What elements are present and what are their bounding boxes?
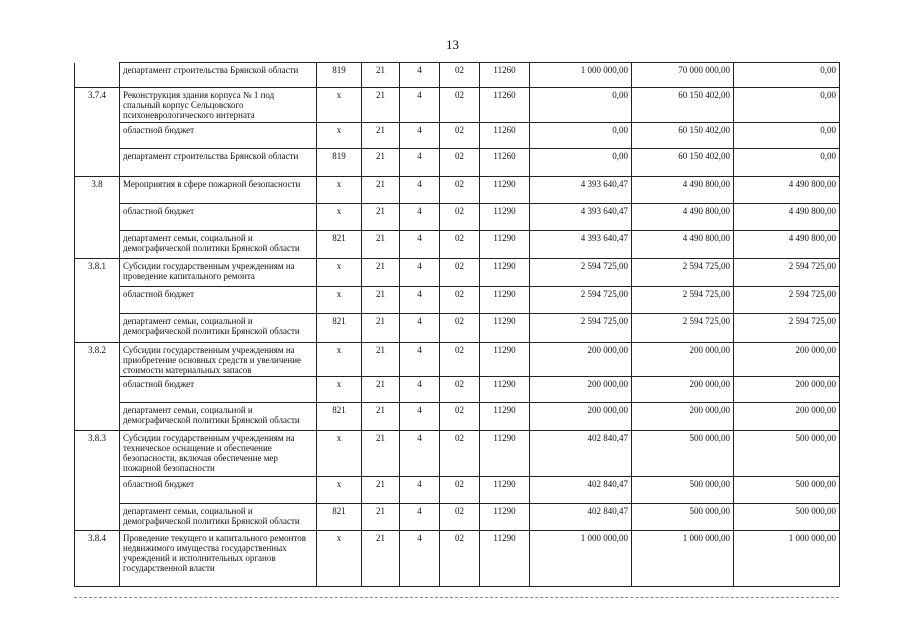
row-event-code: 02: [440, 377, 480, 403]
row-value-2: 500 000,00: [632, 504, 734, 531]
row-value-1: 402 840,47: [530, 477, 632, 504]
row-value-1: 1 000 000,00: [530, 63, 632, 88]
row-admin-code: 821: [317, 504, 362, 531]
row-program-code: 21: [362, 259, 400, 287]
row-value-3: 0,00: [734, 149, 840, 177]
row-code: [75, 63, 120, 88]
row-event-code: 02: [440, 477, 480, 504]
row-code: [75, 231, 120, 259]
row-name: областной бюджет: [120, 204, 317, 231]
row-direction-code: 11260: [480, 88, 530, 123]
row-name: департамент семьи, социальной и демографической политики Брянской области: [120, 504, 317, 531]
row-name: Реконструкция здания корпуса № 1 под спальный корпус Сельцовского психоневрологического интерната: [120, 88, 317, 123]
row-admin-code: х: [317, 477, 362, 504]
row-program-code: 21: [362, 477, 400, 504]
row-admin-code: х: [317, 204, 362, 231]
row-name: департамент семьи, социальной и демографической политики Брянской области: [120, 231, 317, 259]
row-direction-code: 11290: [480, 477, 530, 504]
row-subprogram-code: 4: [400, 477, 440, 504]
row-value-1: 2 594 725,00: [530, 314, 632, 343]
table-row: [75, 377, 840, 403]
table-row: [75, 531, 840, 587]
row-direction-code: 11290: [480, 287, 530, 314]
row-value-1: 4 393 640,47: [530, 177, 632, 204]
row-event-code: 02: [440, 149, 480, 177]
row-name: Субсидии государственным учреждениям на техническое оснащение и обеспечение безопасности, включая обеспечение мер пожарной безопасности: [120, 431, 317, 477]
row-name: департамент строительства Брянской области: [120, 149, 317, 177]
table-row: [75, 431, 840, 477]
table-row: [75, 88, 840, 123]
row-code: 3.8.2: [75, 343, 120, 377]
table-row: [75, 123, 840, 149]
page-number: 13: [446, 37, 459, 52]
row-subprogram-code: 4: [400, 287, 440, 314]
row-admin-code: х: [317, 377, 362, 403]
row-value-3: 200 000,00: [734, 403, 840, 431]
row-program-code: 21: [362, 504, 400, 531]
row-subprogram-code: 4: [400, 88, 440, 123]
row-value-2: 200 000,00: [632, 403, 734, 431]
row-value-2: 4 490 800,00: [632, 204, 734, 231]
row-direction-code: 11260: [480, 149, 530, 177]
row-subprogram-code: 4: [400, 259, 440, 287]
row-value-3: 200 000,00: [734, 343, 840, 377]
row-program-code: 21: [362, 88, 400, 123]
table-row: [75, 403, 840, 431]
budget-table: [74, 62, 840, 587]
row-value-1: 200 000,00: [530, 403, 632, 431]
row-value-1: 200 000,00: [530, 377, 632, 403]
row-program-code: 21: [362, 343, 400, 377]
row-value-1: 0,00: [530, 88, 632, 123]
row-value-2: 500 000,00: [632, 477, 734, 504]
row-value-1: 4 393 640,47: [530, 231, 632, 259]
row-subprogram-code: 4: [400, 231, 440, 259]
table-row: [75, 177, 840, 204]
row-value-3: 2 594 725,00: [734, 259, 840, 287]
row-value-3: 0,00: [734, 123, 840, 149]
row-program-code: 21: [362, 403, 400, 431]
row-direction-code: 11260: [480, 63, 530, 88]
row-program-code: 21: [362, 314, 400, 343]
row-admin-code: х: [317, 287, 362, 314]
row-value-3: 0,00: [734, 63, 840, 88]
row-code: 3.8.1: [75, 259, 120, 287]
row-code: [75, 504, 120, 531]
row-value-1: 200 000,00: [530, 343, 632, 377]
row-direction-code: 11290: [480, 177, 530, 204]
row-subprogram-code: 4: [400, 177, 440, 204]
row-name: департамент строительства Брянской области: [120, 63, 317, 88]
row-subprogram-code: 4: [400, 204, 440, 231]
row-value-3: 500 000,00: [734, 431, 840, 477]
row-value-3: 4 490 800,00: [734, 177, 840, 204]
row-subprogram-code: 4: [400, 403, 440, 431]
row-event-code: 02: [440, 88, 480, 123]
row-admin-code: х: [317, 531, 362, 587]
row-event-code: 02: [440, 204, 480, 231]
row-event-code: 02: [440, 177, 480, 204]
row-subprogram-code: 4: [400, 63, 440, 88]
table-row: [75, 314, 840, 343]
row-name: областной бюджет: [120, 377, 317, 403]
row-code: [75, 204, 120, 231]
table-row: [75, 343, 840, 377]
row-program-code: 21: [362, 149, 400, 177]
row-value-3: 1 000 000,00: [734, 531, 840, 587]
row-value-3: 4 490 800,00: [734, 204, 840, 231]
row-subprogram-code: 4: [400, 377, 440, 403]
row-direction-code: 11290: [480, 314, 530, 343]
row-direction-code: 11290: [480, 431, 530, 477]
row-value-3: 500 000,00: [734, 504, 840, 531]
row-admin-code: 821: [317, 231, 362, 259]
row-subprogram-code: 4: [400, 431, 440, 477]
row-name: департамент семьи, социальной и демографической политики Брянской области: [120, 314, 317, 343]
row-direction-code: 11290: [480, 531, 530, 587]
table-row: [75, 477, 840, 504]
row-program-code: 21: [362, 63, 400, 88]
row-event-code: 02: [440, 63, 480, 88]
row-name: департамент семьи, социальной и демографической политики Брянской области: [120, 403, 317, 431]
row-direction-code: 11290: [480, 403, 530, 431]
row-direction-code: 11290: [480, 343, 530, 377]
row-value-2: 60 150 402,00: [632, 88, 734, 123]
row-value-2: 1 000 000,00: [632, 531, 734, 587]
row-event-code: 02: [440, 343, 480, 377]
row-subprogram-code: 4: [400, 149, 440, 177]
row-admin-code: х: [317, 177, 362, 204]
row-event-code: 02: [440, 431, 480, 477]
row-value-1: 402 840,47: [530, 504, 632, 531]
row-direction-code: 11260: [480, 123, 530, 149]
row-program-code: 21: [362, 431, 400, 477]
row-event-code: 02: [440, 231, 480, 259]
row-value-3: 200 000,00: [734, 377, 840, 403]
row-direction-code: 11290: [480, 231, 530, 259]
row-value-3: 2 594 725,00: [734, 287, 840, 314]
row-name: областной бюджет: [120, 287, 317, 314]
row-name: областной бюджет: [120, 123, 317, 149]
row-name: Проведение текущего и капитального ремонтов недвижимого имущества государственных учреждений и исполнительных органов государственной власти: [120, 531, 317, 587]
row-admin-code: х: [317, 88, 362, 123]
row-admin-code: 819: [317, 63, 362, 88]
row-value-3: 500 000,00: [734, 477, 840, 504]
row-admin-code: х: [317, 431, 362, 477]
row-value-2: 200 000,00: [632, 343, 734, 377]
row-program-code: 21: [362, 377, 400, 403]
row-value-1: 1 000 000,00: [530, 531, 632, 587]
row-value-1: 4 393 640,47: [530, 204, 632, 231]
row-program-code: 21: [362, 177, 400, 204]
row-value-2: 4 490 800,00: [632, 177, 734, 204]
row-admin-code: х: [317, 259, 362, 287]
row-subprogram-code: 4: [400, 531, 440, 587]
row-name: Субсидии государственным учреждениям на проведение капитального ремонта: [120, 259, 317, 287]
row-code: [75, 377, 120, 403]
row-value-1: 402 840,47: [530, 431, 632, 477]
row-admin-code: х: [317, 343, 362, 377]
row-direction-code: 11290: [480, 504, 530, 531]
table-row: [75, 231, 840, 259]
table-row: [75, 504, 840, 531]
row-value-2: 4 490 800,00: [632, 231, 734, 259]
row-subprogram-code: 4: [400, 504, 440, 531]
row-value-1: 0,00: [530, 123, 632, 149]
row-code: 3.7.4: [75, 88, 120, 123]
row-value-2: 60 150 402,00: [632, 123, 734, 149]
row-code: [75, 123, 120, 149]
row-value-2: 70 000 000,00: [632, 63, 734, 88]
table-row: [75, 204, 840, 231]
row-event-code: 02: [440, 287, 480, 314]
row-direction-code: 11290: [480, 204, 530, 231]
row-name: Субсидии государственным учреждениям на приобретение основных средств и увеличение стоимости материальных запасов: [120, 343, 317, 377]
row-value-2: 60 150 402,00: [632, 149, 734, 177]
row-value-3: 0,00: [734, 88, 840, 123]
row-program-code: 21: [362, 287, 400, 314]
row-admin-code: 819: [317, 149, 362, 177]
row-code: [75, 287, 120, 314]
row-code: 3.8.3: [75, 431, 120, 477]
row-admin-code: 821: [317, 403, 362, 431]
row-program-code: 21: [362, 231, 400, 259]
row-program-code: 21: [362, 123, 400, 149]
row-value-2: 2 594 725,00: [632, 314, 734, 343]
row-value-1: 2 594 725,00: [530, 287, 632, 314]
row-admin-code: 821: [317, 314, 362, 343]
row-name: областной бюджет: [120, 477, 317, 504]
row-direction-code: 11290: [480, 259, 530, 287]
row-subprogram-code: 4: [400, 123, 440, 149]
row-value-1: 0,00: [530, 149, 632, 177]
row-event-code: 02: [440, 314, 480, 343]
row-value-1: 2 594 725,00: [530, 259, 632, 287]
row-code: [75, 149, 120, 177]
row-code: 3.8: [75, 177, 120, 204]
table-row: [75, 149, 840, 177]
row-event-code: 02: [440, 531, 480, 587]
row-name: Мероприятия в сфере пожарной безопасности: [120, 177, 317, 204]
row-value-3: 4 490 800,00: [734, 231, 840, 259]
row-value-2: 2 594 725,00: [632, 259, 734, 287]
table-body: [75, 63, 840, 587]
row-direction-code: 11290: [480, 377, 530, 403]
row-value-3: 2 594 725,00: [734, 314, 840, 343]
table-row: [75, 287, 840, 314]
row-program-code: 21: [362, 204, 400, 231]
row-value-2: 200 000,00: [632, 377, 734, 403]
row-code: 3.8.4: [75, 531, 120, 587]
row-subprogram-code: 4: [400, 343, 440, 377]
row-event-code: 02: [440, 259, 480, 287]
row-code: [75, 477, 120, 504]
row-program-code: 21: [362, 531, 400, 587]
row-event-code: 02: [440, 504, 480, 531]
table-row: [75, 63, 840, 88]
row-subprogram-code: 4: [400, 314, 440, 343]
row-value-2: 2 594 725,00: [632, 287, 734, 314]
row-value-2: 500 000,00: [632, 431, 734, 477]
row-admin-code: х: [317, 123, 362, 149]
row-code: [75, 314, 120, 343]
page-bottom-line: [74, 597, 839, 599]
row-code: [75, 403, 120, 431]
table-row: [75, 259, 840, 287]
row-event-code: 02: [440, 403, 480, 431]
row-event-code: 02: [440, 123, 480, 149]
